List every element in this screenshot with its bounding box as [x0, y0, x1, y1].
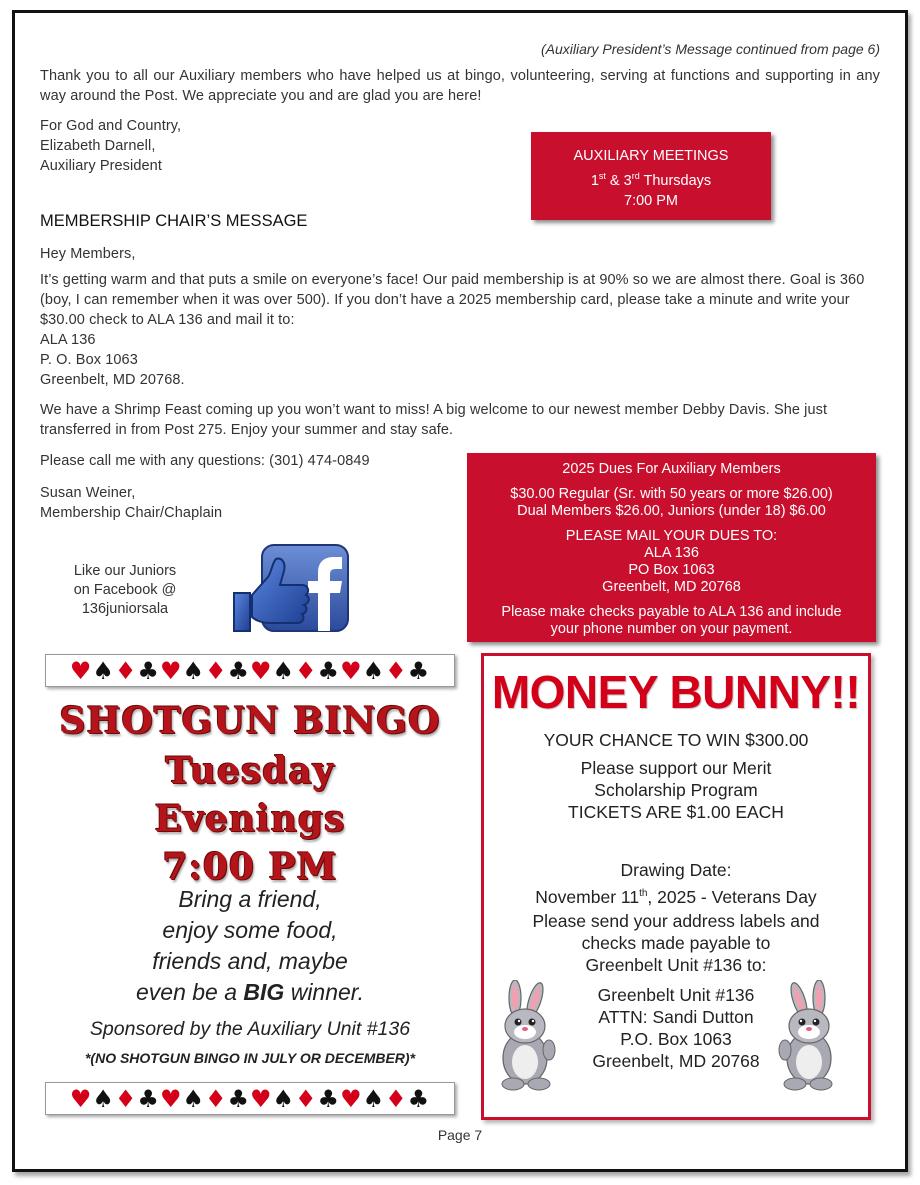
- mail-address-line-1: ALA 136: [40, 332, 96, 348]
- bunny-drawing-label: Drawing Date:: [620, 860, 732, 880]
- president-title: Auxiliary President: [40, 158, 162, 174]
- membership-greeting: Hey Members,: [40, 246, 136, 262]
- closing-line: For God and Country,: [40, 118, 182, 134]
- bunny-addr-3: P.O. Box 1063: [620, 1029, 732, 1049]
- bingo-sponsor: Sponsored by the Auxiliary Unit #136: [89, 1018, 411, 1040]
- president-intro: Thank you to all our Auxiliary members who have helped us at bingo, volunteering, serving at functions and supporting in any way around the Post. We appreciate you and are glad you are here!: [40, 68, 880, 104]
- dues-note-2: your phone number on your payment.: [550, 621, 793, 637]
- facebook-line-1: Like our Juniors: [73, 563, 177, 579]
- bunny-icon: [773, 980, 839, 1097]
- dues-line-2: Dual Members $26.00, Juniors (under 18) $6.00: [517, 503, 826, 519]
- membership-heading: MEMBERSHIP CHAIR’S MESSAGE: [40, 212, 308, 230]
- membership-paragraph-2: We have a Shrimp Feast coming up you won’t want to miss! A big welcome to our newest member Debby Davis. She just transferred in from Post 275. Enjoy your summer and stay safe.: [40, 402, 828, 438]
- page-number: Page 7: [437, 1127, 483, 1143]
- bunny-support-1: Please support our Merit: [580, 758, 772, 778]
- bingo-invite-3: friends and, maybe: [152, 948, 348, 974]
- bunny-send-3: Greenbelt Unit #136 to:: [585, 955, 767, 975]
- bunny-send: [481, 910, 871, 976]
- bingo-day: Tuesday: [165, 750, 335, 792]
- mail-address-line-2: P. O. Box 1063: [40, 352, 138, 368]
- bunny-drawing-date: November 11th, 2025 - Veterans Day: [535, 886, 817, 907]
- bingo-note: *(NO SHOTGUN BINGO IN JULY OR DECEMBER)*: [84, 1050, 416, 1066]
- membership-paragraph-1: [40, 270, 880, 390]
- auxiliary-meetings-box: [531, 132, 771, 220]
- bingo-invite-2: enjoy some food,: [162, 917, 338, 943]
- meetings-title: AUXILIARY MEETINGS: [573, 148, 729, 164]
- bunny-addr-2: ATTN: Sandi Dutton: [598, 1007, 754, 1027]
- mail-address-line-3: Greenbelt, MD 20768.: [40, 372, 185, 388]
- money-bunny-title: MONEY BUNNY!!: [491, 666, 861, 718]
- bunny-send-1: Please send your address labels and: [532, 911, 820, 931]
- bingo-invite-4: even be a BIG winner.: [136, 979, 364, 1005]
- dues-addr-3: Greenbelt, MD 20768: [602, 579, 741, 595]
- dues-addr-2: PO Box 1063: [628, 562, 715, 578]
- bunny-support-2: Scholarship Program: [594, 780, 758, 800]
- bunny-icon: [495, 980, 561, 1097]
- president-name: Elizabeth Darnell,: [40, 138, 156, 154]
- bunny-support: [481, 757, 871, 801]
- dues-box: [467, 453, 876, 642]
- bunny-chance: YOUR CHANCE TO WIN $300.00: [543, 730, 809, 750]
- bunny-addr-4: Greenbelt, MD 20768: [592, 1051, 760, 1071]
- facebook-line-2: on Facebook @: [73, 582, 177, 598]
- dues-addr-1: ALA 136: [644, 545, 699, 561]
- dues-title: 2025 Dues For Auxiliary Members: [562, 461, 781, 477]
- meetings-days: 1st & 3rd Thursdays: [590, 171, 712, 189]
- continued-note: (Auxiliary President’s Message continued from page 6): [540, 41, 880, 57]
- membership-call: Please call me with any questions: (301) 474-0849: [40, 453, 370, 469]
- membership-para1-text: It’s getting warm and that puts a smile on everyone’s face! Our paid membership is at 90% so we are almost there. Goal is 360 (boy, I can remember when it was over 500). If you don’t have a 2025 membership card, please take a minute and write your $30.00 check to ALA 136 and mail it to:: [40, 272, 865, 328]
- bingo-title: SHOTGUN BINGO: [59, 700, 441, 742]
- card-suits-strip-bottom: ♥ ♠ ♦ ♣ ♥ ♠ ♦ ♣ ♥ ♠ ♦ ♣ ♥ ♠ ♦ ♣: [45, 1082, 455, 1115]
- bingo-time: 7:00 PM: [162, 846, 338, 888]
- facebook-text: [50, 562, 200, 619]
- membership-sig-name: Susan Weiner,: [40, 485, 136, 501]
- card-suits-strip-top: ♥ ♠ ♦ ♣ ♥ ♠ ♦ ♣ ♥ ♠ ♦ ♣ ♥ ♠ ♦ ♣: [45, 654, 455, 687]
- bunny-addr-1: Greenbelt Unit #136: [597, 985, 755, 1005]
- dues-note-1: Please make checks payable to ALA 136 and include: [501, 604, 842, 620]
- membership-signature: [40, 483, 222, 523]
- bingo-invite-1: Bring a friend,: [178, 886, 322, 912]
- bunny-drawing: [481, 858, 871, 909]
- membership-sig-title: Membership Chair/Chaplain: [40, 505, 223, 521]
- facebook-like-icon[interactable]: [230, 543, 352, 640]
- bingo-invite: [45, 884, 455, 1008]
- bunny-tickets: TICKETS ARE $1.00 EACH: [568, 802, 784, 822]
- bingo-evenings: Evenings: [154, 798, 346, 840]
- facebook-handle: 136juniorsala: [81, 601, 169, 617]
- meetings-time: 7:00 PM: [624, 192, 678, 209]
- dues-mail-heading: PLEASE MAIL YOUR DUES TO:: [565, 528, 778, 544]
- president-signoff: [40, 116, 440, 176]
- bunny-send-2: checks made payable to: [581, 933, 771, 953]
- dues-line-1: $30.00 Regular (Sr. with 50 years or more $26.00): [510, 486, 833, 502]
